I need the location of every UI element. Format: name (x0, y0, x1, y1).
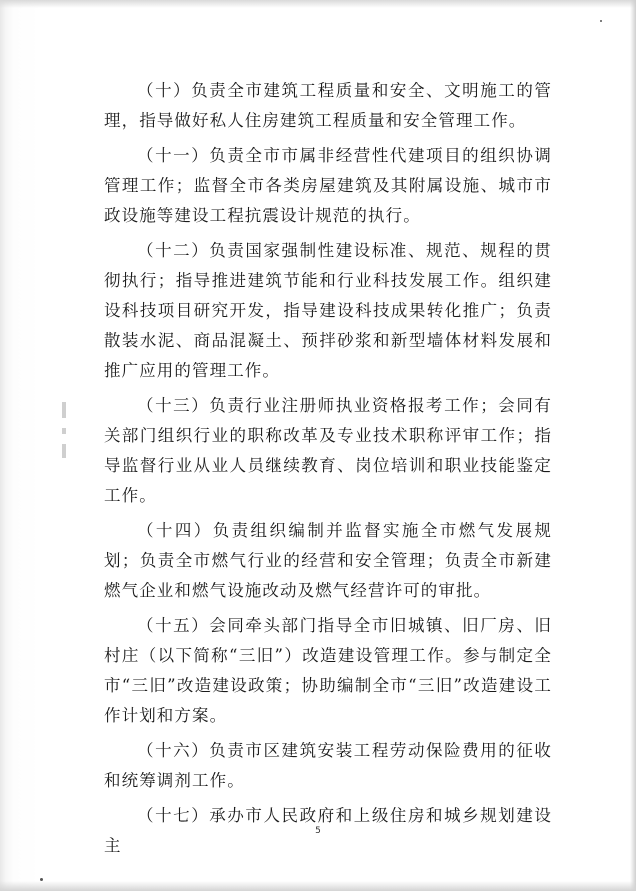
paragraph-11: （十一）负责全市市属非经营性代建项目的组织协调管理工作；监督全市各类房屋建筑及其附属设施、城市市政设施等建设工程抗震设计规范的执行。 (104, 146, 552, 225)
scan-speck (40, 878, 43, 881)
paragraph-12: （十二）负责国家强制性建设标准、规范、规程的贯彻执行；指导推进建筑节能和行业科技发展工作。组织建设科技项目研究开发，指导建设科技成果转化推广；负责散装水泥、商品混凝土、预拌砂浆和新型墙体材料发展和推广应用的管理工作。 (104, 241, 552, 380)
paragraph-15: （十五）会同牵头部门指导全市旧城镇、旧厂房、旧村庄（以下简称“三旧”）改造建设管理工作。参与制定全市“三旧”改造建设政策；协助编制全市“三旧”改造建设工作计划和方案。 (104, 616, 552, 725)
scan-speck (600, 20, 602, 22)
body-text (104, 76, 552, 866)
page-shadow-bottom (0, 881, 636, 891)
paragraph-16: （十六）负责市区建筑安装工程劳动保险费用的征收和统筹调剂工作。 (104, 741, 552, 790)
paragraph-17: （十七）承办市人民政府和上级住房和城乡规划建设主 (104, 806, 552, 855)
page-shadow-top (0, 0, 636, 8)
scan-mark (62, 402, 66, 418)
page-number: 5 (315, 826, 321, 836)
paragraph-14: （十四）负责组织编制并监督实施全市燃气发展规划；负责全市燃气行业的经营和安全管理；负责全市新建燃气企业和燃气设施改动及燃气经营许可的审批。 (104, 521, 552, 600)
scan-mark (62, 444, 66, 458)
scan-mark (62, 428, 66, 434)
paragraph-13: （十三）负责行业注册师执业资格报考工作；会同有关部门组织行业的职称改革及专业技术职称评审工作；指导监督行业从业人员继续教育、岗位培训和职业技能鉴定工作。 (104, 396, 552, 505)
paragraph-10: （十）负责全市建筑工程质量和安全、文明施工的管理，指导做好私人住房建筑工程质量和安全管理工作。 (104, 81, 552, 130)
page-shadow-right (630, 0, 636, 891)
